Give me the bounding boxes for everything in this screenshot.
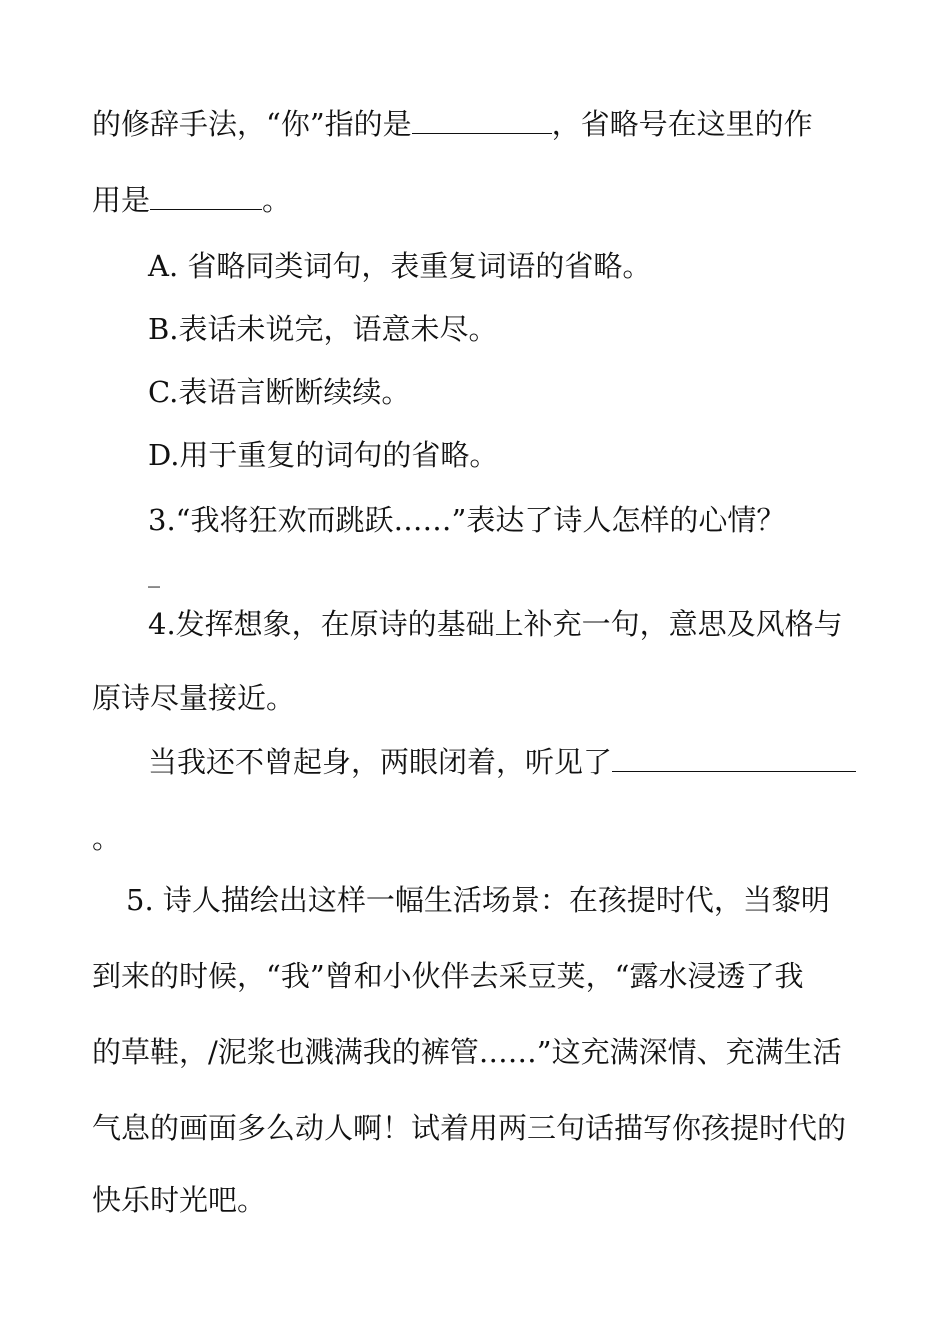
q5-line-2: 到来的时候，“我”曾和小伙伴去采豆荚，“露水浸透了我 [92,959,804,993]
option-a: A. 省略同类词句，表重复词语的省略。 [148,249,652,283]
q4-line-1: 4.发挥想象，在原诗的基础上补充一句，意思及风格与 [148,607,843,641]
q3-text: 3.“我将狂欢而跳跃……”表达了诗人怎样的心情？ [148,503,786,537]
answer-blank-1[interactable] [412,107,552,134]
option-c: C.表语言断断续续。 [148,375,411,409]
q5-line-1: 5. 诗人描绘出这样一幅生活场景：在孩提时代，当黎明 [126,883,830,917]
q2-line-2-text-a: 用是 [92,183,151,217]
q2-line-2 [92,182,291,218]
option-d: D.用于重复的词句的省略。 [148,438,499,472]
q4-line-2: 原诗尽量接近。 [92,681,296,715]
q5-line-5: 快乐时光吧。 [92,1183,267,1217]
q4-prompt-text: 当我还不曾起身，两眼闭着，听见了 [148,745,613,779]
answer-blank-3[interactable] [612,745,856,772]
q2-line-1-text-b: ，省略号在这里的作 [551,107,813,141]
q3-answer-mark: _ [148,560,160,588]
q5-line-3: 的草鞋，/泥浆也溅满我的裤管……”这充满深情、充满生活 [92,1035,842,1069]
answer-blank-2[interactable] [150,183,262,210]
q2-line-1-text-a: 的修辞手法，“你”指的是 [92,107,412,141]
q2-line-2-text-b: 。 [262,183,292,217]
q2-line-1 [92,106,813,142]
q5-line-4: 气息的画面多么动人啊！试着用两三句话描写你孩提时代的 [92,1111,847,1145]
q4-prompt [148,744,856,780]
q4-end-mark: 。 [92,821,122,855]
option-b: B.表话未说完，语意未尽。 [148,312,498,346]
